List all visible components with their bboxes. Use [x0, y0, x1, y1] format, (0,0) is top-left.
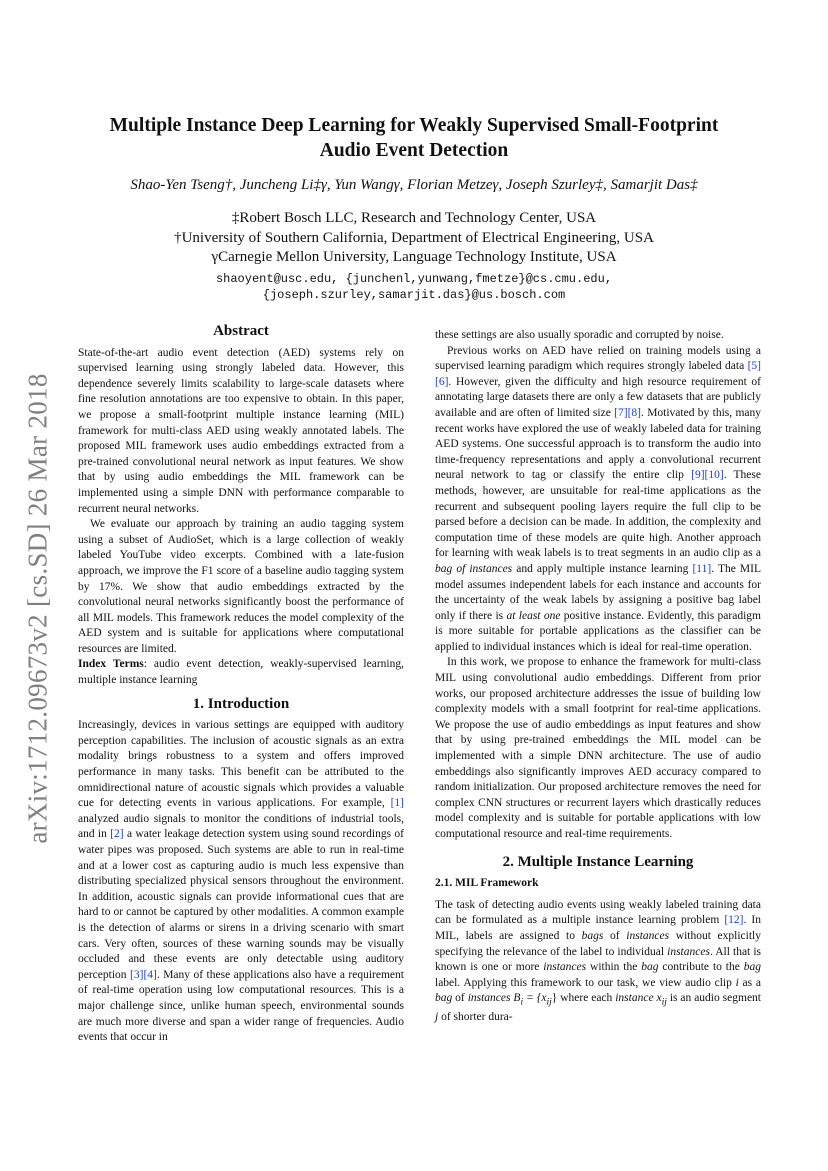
- index-terms-label: Index Terms: [78, 658, 144, 671]
- citation-8[interactable]: [8]: [627, 406, 641, 419]
- introduction-paragraph-2: Previous works on AED have relied on training models using a supervised learning paradigm which requires strongly labeled data [5][6]. However, given the difficulty and high resource requirement of annotating large datasets there are only a few datasets that are publicly available and are often of limited size [7][8]. Motivated by this, many recent works have explored the use of weakly labeled data for training AED systems. One successful approach is to transform the audio into time-frequency representations and apply a convolutional recurrent neural network to tag or classify the entire clip [9][10]. These methods, however, are unsuitable for real-time applications as the recurrent and subsequent pooling layers require the full clip to be parsed before a decision can be made. In addition, the complexity and computation time of these models are quite high. Another approach for learning with weak labels is to treat segments in an audio clip as a bag of instances and apply multiple instance learning [11]. The MIL model assumes independent labels for each instance and accounts for the uncertainty of the weak labels by assigning a positive bag label only if there is at least one positive instance. Evidently, this paradigm is more suitable for portable applications as the classifier can be applied to individual instances which is ideal for real-time operation.: [435, 344, 761, 653]
- introduction-continuation: these settings are also usually sporadic and corrupted by noise.: [435, 329, 724, 341]
- citation-11[interactable]: [11]: [692, 562, 712, 575]
- citation-9[interactable]: [9]: [691, 469, 705, 482]
- left-column: [78, 324, 404, 1046]
- email-line-1: shaoyent@usc.edu, {junchenl,yunwang,fmetze}@cs.cmu.edu,: [215, 272, 613, 286]
- mil-heading: 2. Multiple Instance Learning: [502, 853, 694, 870]
- email-line-2: {joseph.szurley,samarjit.das}@us.bosch.com: [262, 288, 566, 302]
- citation-5[interactable]: [5]: [747, 360, 761, 373]
- abstract-paragraph-1: State-of-the-art audio event detection (AED) systems rely on supervised learning using strongly labeled data. However, this dependence severely limits scalability to large-scale datasets where fine resolution annotations are too expensive to obtain. In this paper, we propose a small-footprint multiple instance learning (MIL) framework for multi-class AED using weakly annotated labels. The proposed MIL framework uses audio embeddings extracted from a pre-trained convolutional neural network as input features. We show that by using audio embeddings the MIL framework can be implemented using a simple DNN with performance comparable to recurrent neural networks.: [78, 346, 404, 515]
- citation-2[interactable]: [2]: [110, 828, 124, 841]
- paper-title: [0, 113, 828, 163]
- arxiv-identifier-text: arXiv:1712.09673v2 [cs.SD] 26 Mar 2018: [22, 372, 53, 844]
- introduction-heading: 1. Introduction: [192, 695, 290, 712]
- right-column: [435, 328, 761, 1026]
- introduction-paragraph-3: In this work, we propose to enhance the framework for multi-class MIL using convolutional audio embeddings. Different from prior works, our proposed architecture addresses the issue of building low complexity models with a small footprint for real-time applications. We propose the use of audio embeddings as input features and show that by using pre-trained embeddings the MIL model can be implemented with a simple DNN architecture. The use of audio embeddings also significantly improves AED accuracy compared to random initialization. Our proposed architecture removes the need for complex CNN structures or recurrent layers which drastically reduces model complexity and is suitable for portable applications with low computational resource and real-time requirements.: [435, 656, 761, 840]
- abstract-paragraph-2: We evaluate our approach by training an audio tagging system using a subset of AudioSet, which is a large collection of weakly labeled YouTube video excerpts. Combined with a late-fusion approach, we improve the F1 score of a baseline audio tagging system by 17%. We show that audio embeddings extracted by the convolutional neural networks significantly boost the performance of all MIL models. This framework reduces the model complexity of the AED system and is suitable for applications where computational resources are limited.: [78, 518, 404, 655]
- mil-paragraph-1: The task of detecting audio events using weakly labeled training data can be formulated as a multiple instance learning problem [12]. In MIL, labels are assigned to bags of instances without explicitly specifying the relevance of the label to individual instances. All that is known is one or more instances within the bag contribute to the bag label. Applying this framework to our task, we view audio clip i as a bag of instances $B_i = \{x_{ij}\}$ where each instance $x_{ij}$ is an audio segment j of shorter dura-: [435, 898, 761, 1024]
- abstract-heading: Abstract: [213, 323, 269, 339]
- citation-1[interactable]: [1]: [390, 797, 404, 810]
- title-line-2: Audio Event Detection: [319, 140, 509, 161]
- citation-6[interactable]: [6]: [435, 375, 449, 388]
- citation-4[interactable]: [4]: [143, 968, 157, 981]
- affiliation-bosch: ‡Robert Bosch LLC, Research and Technology Center, USA: [231, 210, 597, 226]
- citation-3[interactable]: [3]: [130, 968, 144, 981]
- affiliation-cmu: γCarnegie Mellon University, Language Technology Institute, USA: [211, 249, 617, 265]
- introduction-paragraph-1: Increasingly, devices in various settings are equipped with auditory perception capabilities. The inclusion of acoustic signals as an extra modality brings robustness to a system and offers improved performance in many tasks. This benefit can be attributed to the omnidirectional nature of acoustic signals which provides a valuable cue for detecting events in various applications. For example, [1] analyzed audio signals to monitor the conditions of industrial tools, and in [2] a water leakage detection system using sound recordings of water pipes was proposed. Such systems are able to run in real-time and at a lower cost as capturing audio is much less expensive than distributing specialized physical sensors throughout the environment. In addition, acoustic signals can provide informational cues that are hard to or cannot be captured by other modalities. A common example is the detection of alarms or sirens in a driving scenario with smart cars. Very often, sources of these warning sounds may be visually occluded and these events are only detectable using auditory perception [3][4]. Many of these applications also have a requirement of real-time operation using low computational resources. This is a major challenge since, unlike human speech, environmental sounds are much more diverse and span a wider range of frequencies. Audio events that occur in: [78, 719, 404, 1044]
- author-list: Shao-Yen Tseng†, Juncheng Li‡γ, Yun Wangγ, Florian Metzeγ, Joseph Szurley‡, Samarjit Das‡: [130, 177, 698, 193]
- arxiv-identifier-stamp: [22, 358, 54, 858]
- mil-framework-subheading: 2.1. MIL Framework: [435, 877, 539, 890]
- citation-10[interactable]: [10]: [704, 469, 724, 482]
- citation-7[interactable]: [7]: [614, 406, 628, 419]
- author-emails: [0, 271, 828, 303]
- index-terms: [78, 657, 404, 688]
- affiliation-usc: †University of Southern California, Department of Electrical Engineering, USA: [174, 230, 654, 246]
- title-line-1: Multiple Instance Deep Learning for Weakly Supervised Small-Footprint: [109, 115, 719, 136]
- citation-12[interactable]: [12]: [724, 914, 744, 927]
- index-terms-text: : audio event detection, weakly-supervised learning, multiple instance learning: [78, 658, 404, 687]
